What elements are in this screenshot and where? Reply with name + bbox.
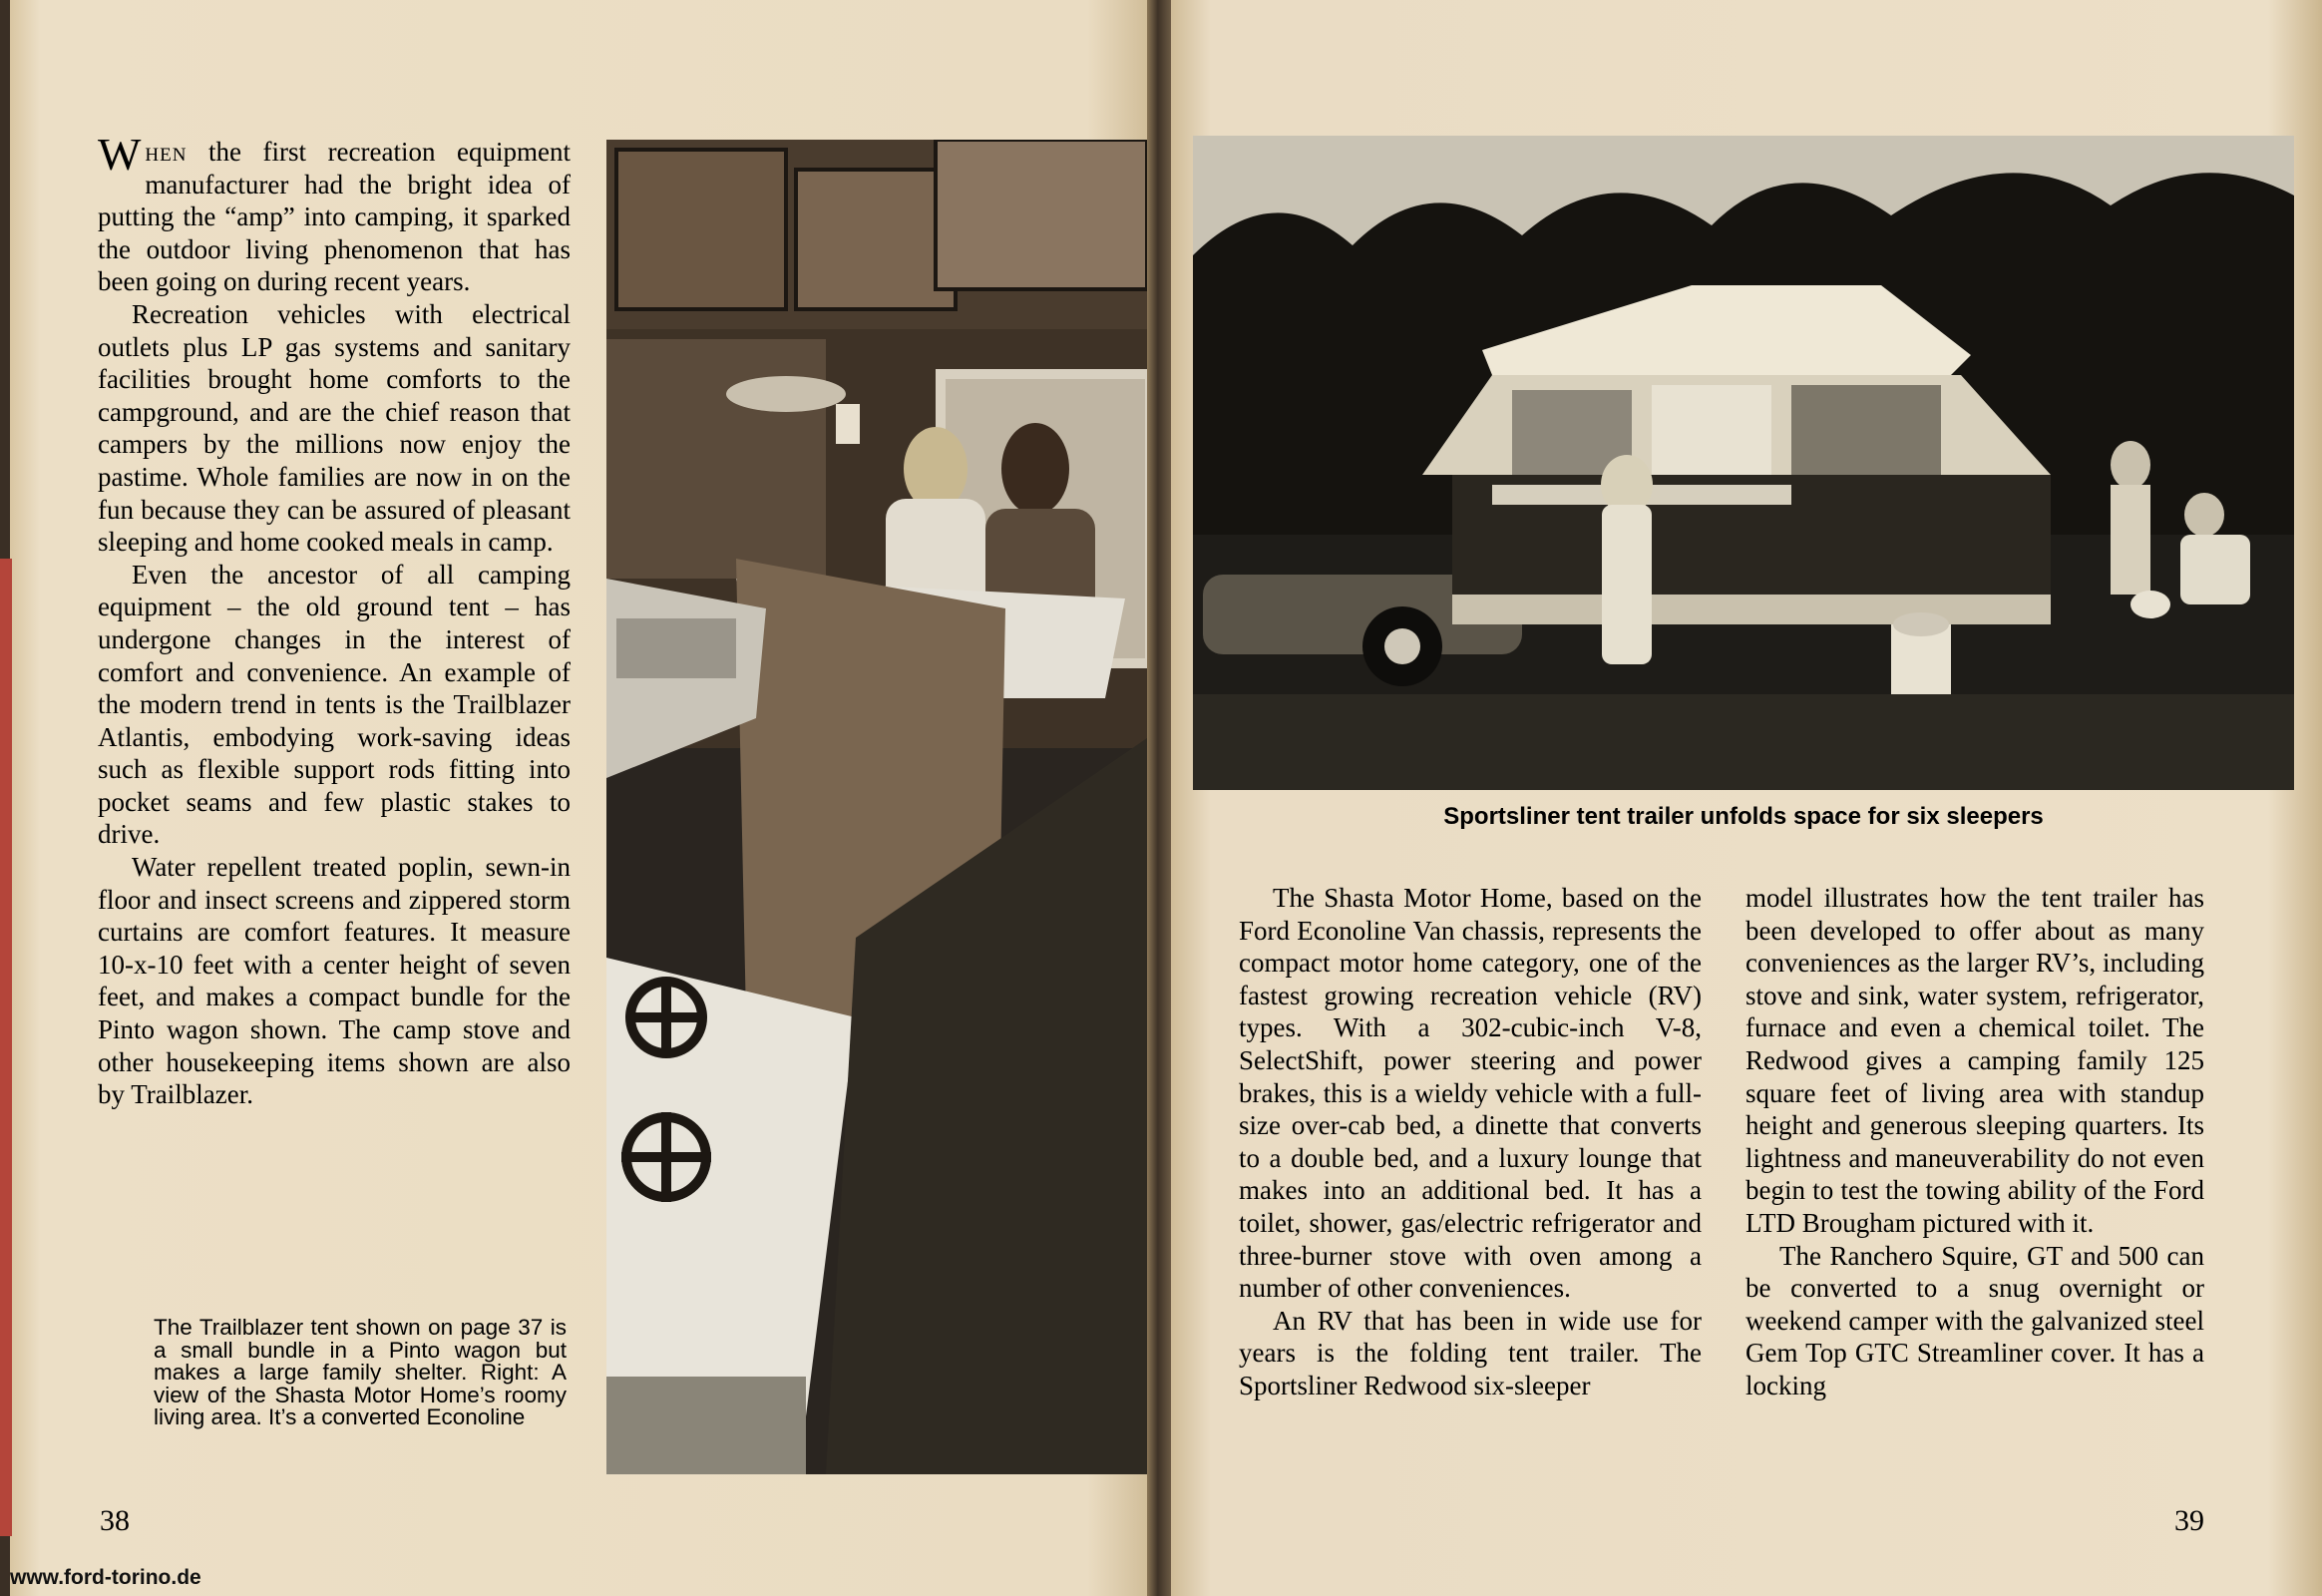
paragraph-3: Even the ancestor of all camping equipment – the old ground tent – has undergone changes in the interest of comfort and convenience. An example of the modern trend in tents is the Trailblazer Atlantis, embodying work-saving ideas such as flexible support rods fitting into pocket seams and few plastic stakes to drive.	[98, 559, 571, 850]
paragraph-4: Water repellent treated poplin, sewn-in floor and insect screens and zippered storm curtains are comfort features. It measure 10-x-10 feet with a center height of seven feet, and makes a compact bundle for the Pinto wagon shown. The camp stove and other housekeeping items shown are also by Trailblazer.	[98, 852, 571, 1110]
source-watermark: www.ford-torino.de	[10, 1566, 201, 1589]
left-article-column	[98, 129, 571, 1111]
lead-word-rest: hen	[145, 137, 188, 167]
paragraph-1	[98, 129, 571, 298]
right-article-column-2	[1745, 882, 2204, 1402]
paragraph-5: The Shasta Motor Home, based on the Ford Econoline Van chassis, represents the compact motor home category, one of the fastest growing recreation vehicle (RV) types. With a 302-cubic-inch V-8, SelectShift, power steering and power brakes, this is a wieldy vehicle with a full-size over-cab bed, a dinette that converts to a double bed, and a luxury lounge that makes into an additional bed. It has a toilet, shower, gas/electric refrigerator and three-burner stove with oven among a number of other conveniences.	[1239, 883, 1702, 1304]
page-number-right: 39	[2174, 1504, 2204, 1537]
left-photo-caption: The Trailblazer tent shown on page 37 is a small bundle in a Pinto wagon but makes a large family shelter. Right: A view of the Shasta Motor Home’s roomy living area. It’s a converted Econoline	[154, 1315, 567, 1429]
paragraph-8: The Ranchero Squire, GT and 500 can be converted to a snug overnight or weekend camper with the galvanized steel Gem Top GTC Streamliner cover. It has a locking	[1745, 1240, 2204, 1400]
paragraph-6: An RV that has been in wide use for years is the folding tent trailer. The Sportsliner Redwood six-sleeper	[1239, 1305, 1702, 1400]
book-gutter	[1147, 0, 1171, 1596]
paragraph-2: Recreation vehicles with electrical outlets plus LP gas systems and sanitary facilities brought home comforts to the campground, and are the chief reason that campers by the millions now enjoy the pastime. Whole families are now in on the fun because they can be assured of pleasant sleeping and home cooked meals in camp.	[98, 298, 571, 558]
paragraph-7: model illustrates how the tent trailer has been developed to offer about as many conveniences as the larger RV’s, including stove and sink, water system, refrigerator, furnace and even a chemical toilet. The Redwood gives a camping family 125 square feet of living area with standup height and generous sleeping quarters. Its lightness and maneuverability do not even begin to test the towing ability of the Ford LTD Brougham pictured with it.	[1745, 883, 2204, 1238]
drop-cap: W	[98, 129, 142, 180]
right-article-column-1	[1239, 882, 1702, 1402]
page-number-left: 38	[100, 1504, 130, 1537]
paragraph-1-text: the first recreation equipment manufacturer had the bright idea of putting the “amp” into camping, it sparked the outdoor living phenomenon that has been going on during recent years.	[98, 137, 571, 297]
motor-home-interior-photo	[606, 140, 1147, 1474]
trailer-photo-caption: Sportsliner tent trailer unfolds space for six sleepers	[1443, 803, 2044, 830]
page-edge	[0, 559, 12, 1536]
tent-trailer-photo	[1193, 136, 2294, 790]
